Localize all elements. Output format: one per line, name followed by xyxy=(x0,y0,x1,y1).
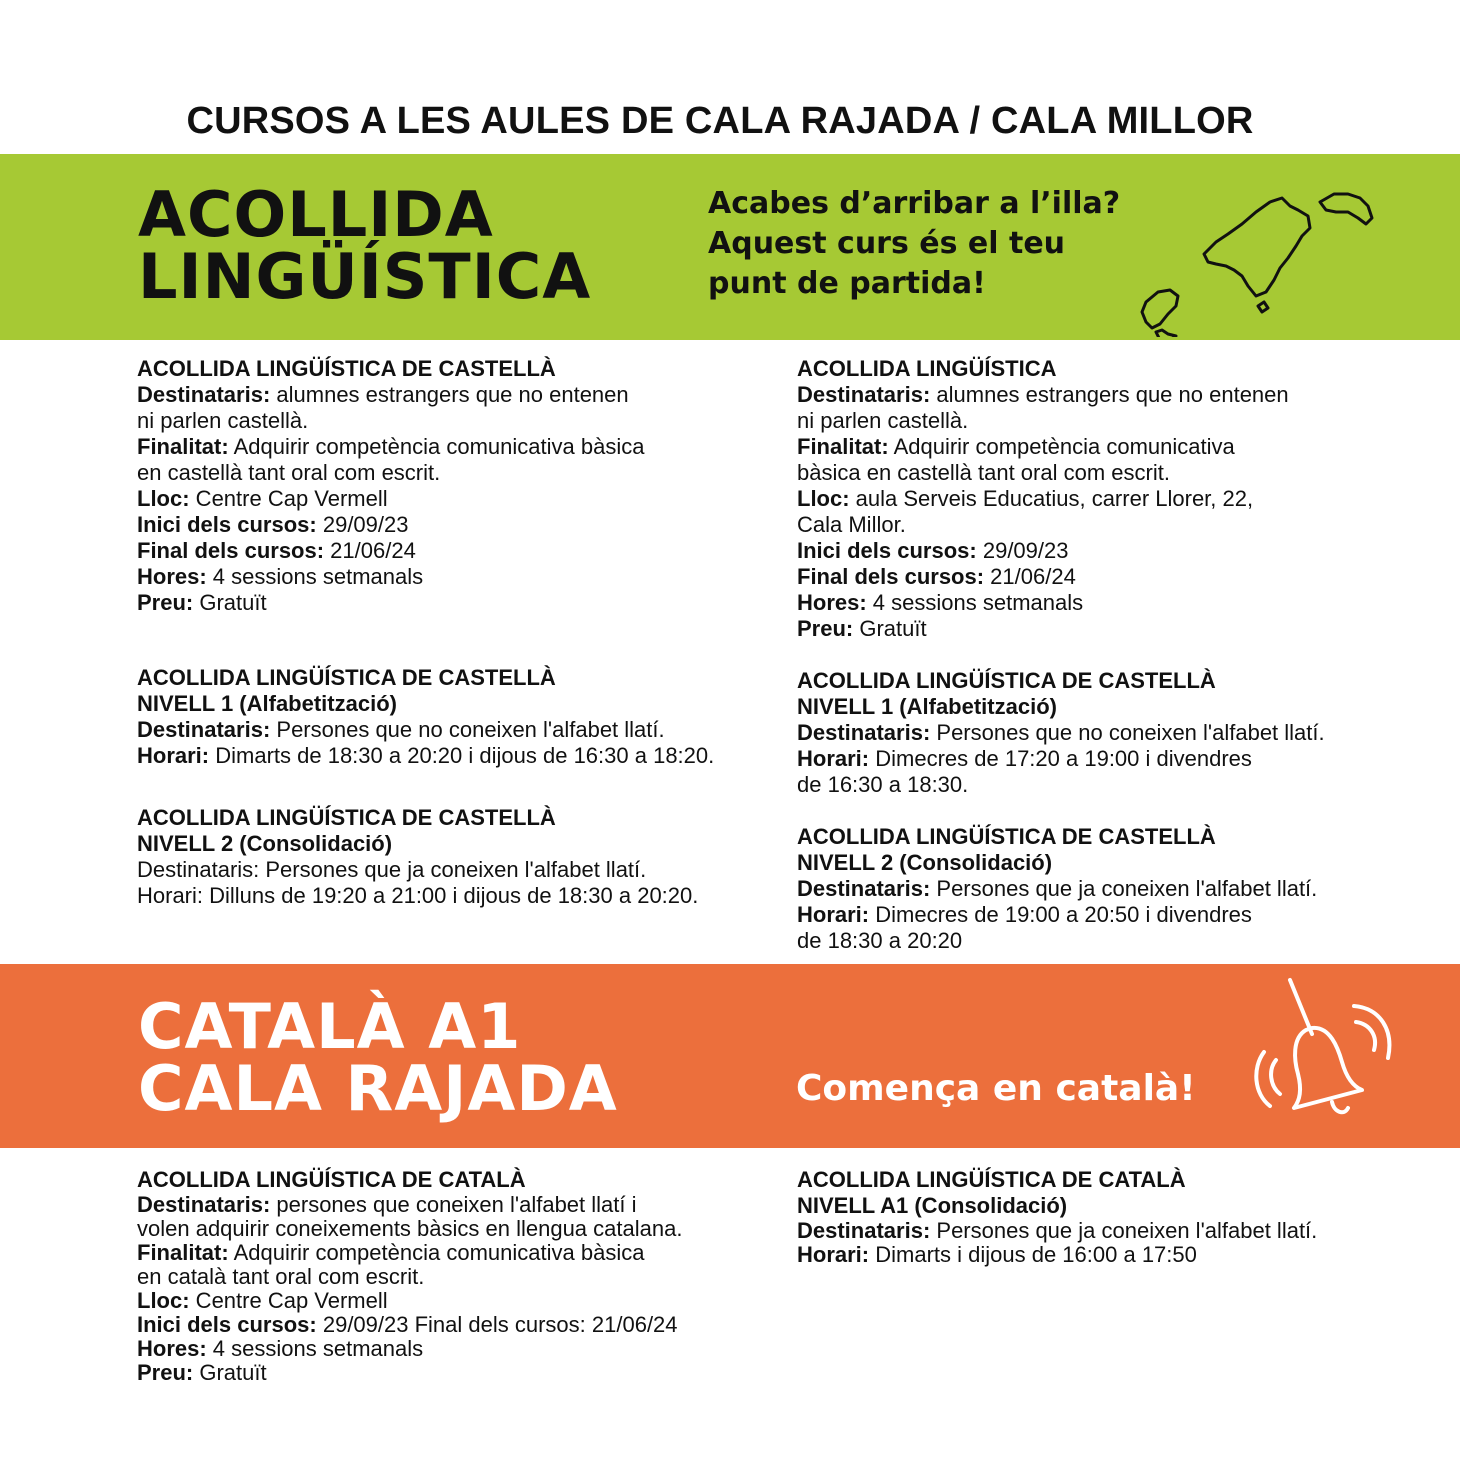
course-detail-line xyxy=(797,460,1289,486)
course-detail-line xyxy=(137,434,644,460)
detail-value: alumnes estrangers que no entenen xyxy=(930,382,1289,407)
course-detail-line xyxy=(137,538,644,564)
detail-label: Inici dels cursos: xyxy=(137,512,317,537)
detail-label: Preu: xyxy=(137,1360,194,1385)
course-detail-line xyxy=(137,1337,682,1361)
detail-label: Hores: xyxy=(137,564,207,589)
course-detail-line xyxy=(137,512,644,538)
detail-value: Gratuït xyxy=(193,590,267,615)
detail-label: Horari: xyxy=(797,1242,870,1267)
detail-label: Lloc: xyxy=(137,1288,190,1313)
course-block xyxy=(797,356,1289,642)
detail-label: Preu: xyxy=(137,590,194,615)
catala-slogan xyxy=(796,1068,1196,1109)
course-block xyxy=(137,1167,682,1385)
slogan-line: Acabes d’arribar a l’illa? xyxy=(708,186,1121,221)
banner-title-line: LINGÜÍSTICA xyxy=(138,240,592,313)
course-detail-line xyxy=(797,928,1317,954)
detail-label: Destinataris: xyxy=(137,717,271,742)
detail-value: Dimecres de 17:20 a 19:00 i divendres xyxy=(869,746,1252,771)
course-detail-line xyxy=(137,590,644,616)
course-subtitle: NIVELL A1 (Consolidació) xyxy=(797,1193,1068,1218)
course-detail-line xyxy=(797,1243,1317,1267)
detail-label: Horari: xyxy=(797,746,870,771)
detail-value: en castellà tant oral com escrit. xyxy=(137,460,441,485)
course-detail-line xyxy=(137,408,644,434)
detail-value: 4 sessions setmanals xyxy=(206,1336,424,1361)
course-detail-line xyxy=(797,512,1289,538)
banner-title-line: CALA RAJADA xyxy=(138,1052,618,1125)
course-detail-line xyxy=(137,486,644,512)
course-detail-line xyxy=(137,857,698,883)
course-detail-line xyxy=(137,1361,682,1385)
course-details xyxy=(137,1193,682,1385)
balearic-islands-map-icon xyxy=(1130,172,1380,337)
course-detail-line xyxy=(137,1265,682,1289)
detail-label: Finalitat: xyxy=(137,434,229,459)
course-detail-line xyxy=(797,876,1317,902)
course-detail-line xyxy=(797,408,1289,434)
course-details xyxy=(797,876,1317,954)
course-subtitle: NIVELL 2 (Consolidació) xyxy=(137,831,393,856)
course-title: ACOLLIDA LINGÜÍSTICA DE CASTELLÀ xyxy=(137,665,556,690)
detail-value: Adquirir competència comunicativa xyxy=(888,434,1235,459)
slogan-line: punt de partida! xyxy=(708,266,986,301)
detail-label: Final dels cursos: xyxy=(137,538,325,563)
detail-label: Inici dels cursos: xyxy=(137,1312,317,1337)
detail-value: Persones que ja coneixen l'alfabet llatí. xyxy=(930,1218,1318,1243)
detail-value: bàsica en castellà tant oral com escrit. xyxy=(797,460,1170,485)
detail-value: en català tant oral com escrit. xyxy=(137,1264,425,1289)
detail-label: Hores: xyxy=(797,590,867,615)
course-detail-line xyxy=(137,1241,682,1265)
banner-title-line: CATALÀ A1 xyxy=(138,990,522,1063)
detail-value: alumnes estrangers que no entenen xyxy=(270,382,629,407)
detail-label: Destinataris: xyxy=(797,1218,931,1243)
course-detail-line xyxy=(797,746,1325,772)
course-details xyxy=(137,717,714,769)
detail-value: de 18:30 a 20:20 xyxy=(797,928,963,953)
detail-label: Finalitat: xyxy=(137,1240,229,1265)
detail-label: Inici dels cursos: xyxy=(797,538,977,563)
course-block xyxy=(137,805,698,909)
detail-label: Hores: xyxy=(137,1336,207,1361)
course-detail-line xyxy=(797,902,1317,928)
slogan-line: Comença en català! xyxy=(796,1068,1196,1109)
page-title: CURSOS A LES AULES DE CALA RAJADA / CALA MILLOR xyxy=(186,100,1254,142)
slogan-line: Aquest curs és el teu xyxy=(708,226,1066,261)
course-detail-line xyxy=(137,743,714,769)
bell-icon xyxy=(1240,974,1400,1139)
detail-value: Cala Millor. xyxy=(797,512,906,537)
detail-label: Destinataris: xyxy=(137,1192,271,1217)
detail-label: Horari: xyxy=(137,743,210,768)
course-title: ACOLLIDA LINGÜÍSTICA DE CATALÀ xyxy=(797,1167,1186,1192)
catala-banner-title xyxy=(138,990,618,1125)
course-block xyxy=(137,356,644,616)
detail-label: Horari: xyxy=(797,902,870,927)
detail-label: Finalitat: xyxy=(797,434,889,459)
course-detail-line xyxy=(137,883,698,909)
course-detail-line xyxy=(137,717,714,743)
detail-value: Dimarts de 18:30 a 20:20 i dijous de 16:30 a 18:20. xyxy=(209,743,715,768)
detail-value: Gratuït xyxy=(193,1360,267,1385)
course-subtitle: NIVELL 1 (Alfabetització) xyxy=(797,694,1057,719)
course-block xyxy=(797,1167,1317,1267)
course-detail-line xyxy=(797,382,1289,408)
detail-label: Destinataris: xyxy=(797,876,931,901)
course-details xyxy=(797,720,1325,798)
course-detail-line xyxy=(797,538,1289,564)
detail-label: Final dels cursos: xyxy=(797,564,985,589)
course-title: ACOLLIDA LINGÜÍSTICA DE CATALÀ xyxy=(137,1167,526,1192)
course-block xyxy=(797,668,1325,798)
course-detail-line xyxy=(137,460,644,486)
course-details xyxy=(797,1219,1317,1267)
detail-value: Gratuït xyxy=(853,616,927,641)
detail-value: ni parlen castellà. xyxy=(797,408,969,433)
course-details xyxy=(137,857,698,909)
detail-value: persones que coneixen l'alfabet llatí i xyxy=(270,1192,637,1217)
detail-value: ni parlen castellà. xyxy=(137,408,309,433)
acollida-banner xyxy=(0,154,1460,340)
acollida-banner-title xyxy=(138,178,592,313)
course-detail-line xyxy=(797,1219,1317,1243)
course-detail-line xyxy=(797,486,1289,512)
detail-value: Persones que no coneixen l'alfabet llatí. xyxy=(930,720,1325,745)
course-detail-line xyxy=(797,564,1289,590)
detail-value: volen adquirir coneixements bàsics en llengua catalana. xyxy=(137,1216,683,1241)
course-detail-line xyxy=(797,434,1289,460)
detail-value: de 16:30 a 18:30. xyxy=(797,772,969,797)
course-title: ACOLLIDA LINGÜÍSTICA DE CASTELLÀ xyxy=(137,356,556,381)
course-detail-line xyxy=(797,616,1289,642)
detail-value: Persones que ja coneixen l'alfabet llatí. xyxy=(930,876,1318,901)
detail-value: 29/09/23 Final dels cursos: 21/06/24 xyxy=(316,1312,678,1337)
detail-value: 29/09/23 xyxy=(976,538,1069,563)
course-title: ACOLLIDA LINGÜÍSTICA DE CASTELLÀ xyxy=(797,824,1216,849)
banner-title-line: ACOLLIDA xyxy=(138,178,494,251)
course-detail-line xyxy=(137,564,644,590)
catala-banner xyxy=(0,964,1460,1148)
detail-value: Centre Cap Vermell xyxy=(189,486,388,511)
course-detail-line xyxy=(797,720,1325,746)
detail-label: Destinataris: xyxy=(797,382,931,407)
course-block xyxy=(797,824,1317,954)
course-detail-line xyxy=(797,590,1289,616)
course-subtitle: NIVELL 2 (Consolidació) xyxy=(797,850,1053,875)
detail-value: Dimarts i dijous de 16:00 a 17:50 xyxy=(869,1242,1197,1267)
detail-value: 4 sessions setmanals xyxy=(206,564,424,589)
course-details xyxy=(137,382,644,616)
course-details xyxy=(797,382,1289,642)
course-detail-line xyxy=(797,772,1325,798)
course-block xyxy=(137,665,714,769)
detail-label: Destinataris: xyxy=(137,382,271,407)
detail-label: Destinataris: xyxy=(797,720,931,745)
detail-label: Lloc: xyxy=(137,486,190,511)
course-title: ACOLLIDA LINGÜÍSTICA DE CASTELLÀ xyxy=(137,805,556,830)
detail-value: Adquirir competència comunicativa bàsica xyxy=(228,1240,645,1265)
detail-value: Centre Cap Vermell xyxy=(189,1288,388,1313)
detail-value: Destinataris: Persones que ja coneixen l'alfabet llatí. xyxy=(137,857,647,882)
course-subtitle: NIVELL 1 (Alfabetització) xyxy=(137,691,397,716)
detail-label: Lloc: xyxy=(797,486,850,511)
detail-value: Dimecres de 19:00 a 20:50 i divendres xyxy=(869,902,1252,927)
detail-value: aula Serveis Educatius, carrer Llorer, 22, xyxy=(849,486,1254,511)
detail-value: 29/09/23 xyxy=(316,512,409,537)
detail-value: Horari: Dilluns de 19:20 a 21:00 i dijous de 18:30 a 20:20. xyxy=(137,883,699,908)
course-detail-line xyxy=(137,1217,682,1241)
acollida-slogan xyxy=(708,184,1178,304)
detail-value: Persones que no coneixen l'alfabet llatí. xyxy=(270,717,665,742)
detail-value: 4 sessions setmanals xyxy=(866,590,1084,615)
detail-label: Preu: xyxy=(797,616,854,641)
course-detail-line xyxy=(137,382,644,408)
course-title: ACOLLIDA LINGÜÍSTICA xyxy=(797,356,1057,381)
detail-value: Adquirir competència comunicativa bàsica xyxy=(228,434,645,459)
detail-value: 21/06/24 xyxy=(984,564,1076,589)
course-title: ACOLLIDA LINGÜÍSTICA DE CASTELLÀ xyxy=(797,668,1216,693)
course-detail-line xyxy=(137,1289,682,1313)
course-detail-line xyxy=(137,1193,682,1217)
detail-value: 21/06/24 xyxy=(324,538,416,563)
course-detail-line xyxy=(137,1313,682,1337)
